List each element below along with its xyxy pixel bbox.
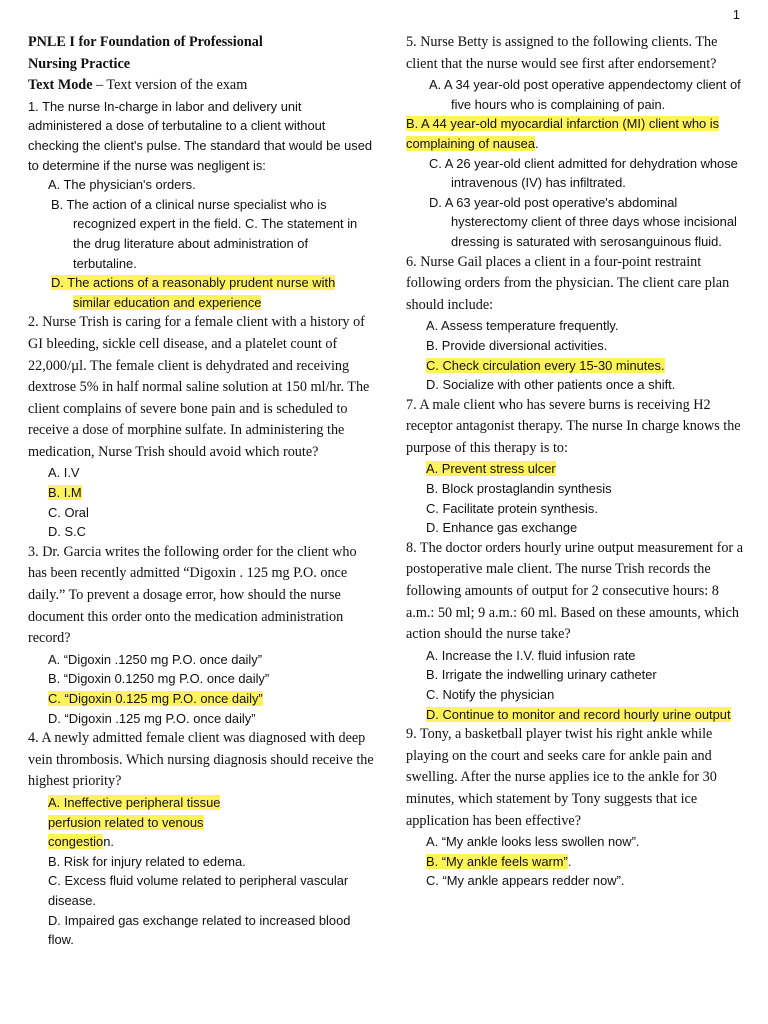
q8-option-a: A. Increase the I.V. fluid infusion rate <box>426 647 636 663</box>
q6-answer-highlight: C. Check circulation every 15-30 minutes. <box>426 357 665 373</box>
right-column <box>406 32 744 891</box>
q9-answer-highlight: B. “My ankle feels warm” <box>426 853 568 869</box>
q7-stem: 7. A male client who has severe burns is receiving H2 receptor antagonist therapy. The nurse In charge knows the purpose of this therapy is to: <box>406 396 741 456</box>
q6-option-a: A. Assess temperature frequently. <box>426 318 619 334</box>
q2-option-c: C. Oral <box>48 504 89 520</box>
q7-option-c: C. Facilitate protein synthesis. <box>426 500 598 516</box>
q8-answer-highlight: D. Continue to monitor and record hourly urine output <box>426 706 731 722</box>
question-9 <box>406 724 744 891</box>
q7-answer-highlight: A. Prevent stress ulcer <box>426 461 556 477</box>
q4-answer-tail: n. <box>103 834 114 850</box>
question-8 <box>406 538 744 724</box>
q9-option-a: A. “My ankle looks less swollen now”. <box>426 834 640 850</box>
q1-stem: 1. The nurse In-charge in labor and delivery unit administered a dose of terbutaline to a client without checking the client's pulse. The standard that would be used to determine if the nurse was negligent is: <box>28 98 373 173</box>
q5-option-c: C. A 26 year-old client admitted for dehydration whose intravenous (IV) has infiltrated. <box>429 155 738 191</box>
doc-title-line1: PNLE I for Foundation of Professional <box>28 34 263 50</box>
q5-option-b <box>406 114 744 153</box>
q3-stem: 3. Dr. Garcia writes the following order for the client who has been recently admitted “Digoxin . 125 mg P.O. once daily.” To prevent a dosage error, how should the nurse document this order onto the medication administration record? <box>28 543 357 647</box>
question-5 <box>406 32 744 252</box>
question-1 <box>28 97 374 313</box>
q4-answer-line2: perfusion related to venous <box>48 814 204 830</box>
q1-option-b: B. The action of a clinical nurse specialist who is recognized expert in the field. C. The statement in the drug literature about administration of terbutaline. <box>51 196 358 271</box>
q2-option-a: A. I.V <box>48 465 80 481</box>
left-column <box>28 32 374 950</box>
question-7 <box>406 395 744 538</box>
q9-stem: 9. Tony, a basketball player twist his right ankle while playing on the court and seeks care for ankle pain and swelling. After the nurse applies ice to the ankle for 30 minutes, which statement by Tony suggests that ice application has been effective? <box>406 726 717 829</box>
q5-option-a: A. A 34 year-old post operative appendectomy client of five hours who is complaining of pain. <box>429 77 741 112</box>
q3-answer-highlight: C. “Digoxin 0.125 mg P.O. once daily” <box>48 691 263 706</box>
q4-option-a <box>28 793 374 852</box>
q7-option-a <box>406 459 744 479</box>
q8-stem: 8. The doctor orders hourly urine output measurement for a postoperative male client. The nurse Trish records the following amounts of output for 2 consecutive hours: 8 a.m.: 50 ml; 9 a.m.: 60 ml. Based on these amounts, which action should the nurse take? <box>406 539 743 643</box>
q5-answer-tail: . <box>535 135 539 151</box>
question-2 <box>28 312 374 542</box>
q3-option-c <box>28 689 374 709</box>
question-6 <box>406 252 744 395</box>
question-3 <box>28 542 374 728</box>
q4-option-c: C. Excess fluid volume related to peripheral vascular disease. <box>48 873 349 908</box>
q4-option-b: B. Risk for injury related to edema. <box>48 853 246 869</box>
q3-option-b: B. “Digoxin 0.1250 mg P.O. once daily” <box>48 671 270 687</box>
q8-option-c: C. Notify the physician <box>426 687 555 702</box>
q8-option-d <box>406 705 744 725</box>
q2-option-b <box>28 483 374 503</box>
page-number: 1 <box>732 7 740 22</box>
q4-stem: 4. A newly admitted female client was diagnosed with deep vein thrombosis. Which nursing diagnosis should receive the highest priority? <box>28 730 374 790</box>
q5-option-d: D. A 63 year-old post operative's abdominal hysterectomy client of three days whose incisional dressing is saturated with serosanguinous fluid. <box>429 194 737 249</box>
q6-option-b: B. Provide diversional activities. <box>426 337 608 353</box>
q5-answer-highlight: B. A 44 year-old myocardial infarction (MI) client who is complaining of nausea <box>406 116 720 151</box>
q8-option-b: B. Irrigate the indwelling urinary catheter <box>426 667 657 683</box>
q1-answer-highlight: D. The actions of a reasonably prudent nurse with similar education and experience <box>51 275 336 310</box>
q6-stem: 6. Nurse Gail places a client in a four-point restraint following orders from the physician. The client care plan should include: <box>406 253 730 313</box>
q3-option-d: D. “Digoxin .125 mg P.O. once daily” <box>48 710 256 726</box>
q2-stem-cont: receive a dose of morphine sulfate. In administering the medication, Nurse Trish should avoid which route? <box>28 422 345 460</box>
q5-stem: 5. Nurse Betty is assigned to the following clients. The client that the nurse would see first after endorsement? <box>406 34 718 72</box>
text-mode-label: Text Mode <box>28 77 93 94</box>
text-mode-rest: – Text version of the exam <box>92 77 248 94</box>
q9-option-c: C. “My ankle appears redder now”. <box>426 873 625 889</box>
q7-option-b: B. Block prostaglandin synthesis <box>426 481 612 497</box>
q9-option-b <box>406 852 744 872</box>
question-4 <box>28 728 374 950</box>
q4-option-d: D. Impaired gas exchange related to increased blood flow. <box>48 912 351 948</box>
q6-option-c <box>406 356 744 376</box>
q4-answer-line1: A. Ineffective peripheral tissue <box>48 794 221 810</box>
q2-stem: 2. Nurse Trish is caring for a female client with a history of GI bleeding, sickle cell disease, and a platelet count of 22,000/µl. The female client is dehydrated and receiving dextrose 5% in half normal saline solution at 150 ml/hr. The client complains of severe bone pain and is scheduled to <box>28 314 370 417</box>
q1-option-d <box>28 273 374 312</box>
text-mode-line <box>28 75 374 97</box>
q1-option-a: A. The physician's orders. <box>48 177 196 193</box>
q9-answer-tail: . <box>567 853 572 869</box>
doc-title-line2: Nursing Practice <box>28 55 131 72</box>
q4-answer-line3: congestio <box>48 834 104 850</box>
q3-option-a: A. “Digoxin .1250 mg P.O. once daily” <box>48 651 262 667</box>
q2-answer-highlight: B. I.M <box>48 485 82 501</box>
q6-option-d: D. Socialize with other patients once a shift. <box>426 377 676 393</box>
q7-option-d: D. Enhance gas exchange <box>426 520 578 536</box>
q2-option-d: D. S.C <box>48 524 86 540</box>
